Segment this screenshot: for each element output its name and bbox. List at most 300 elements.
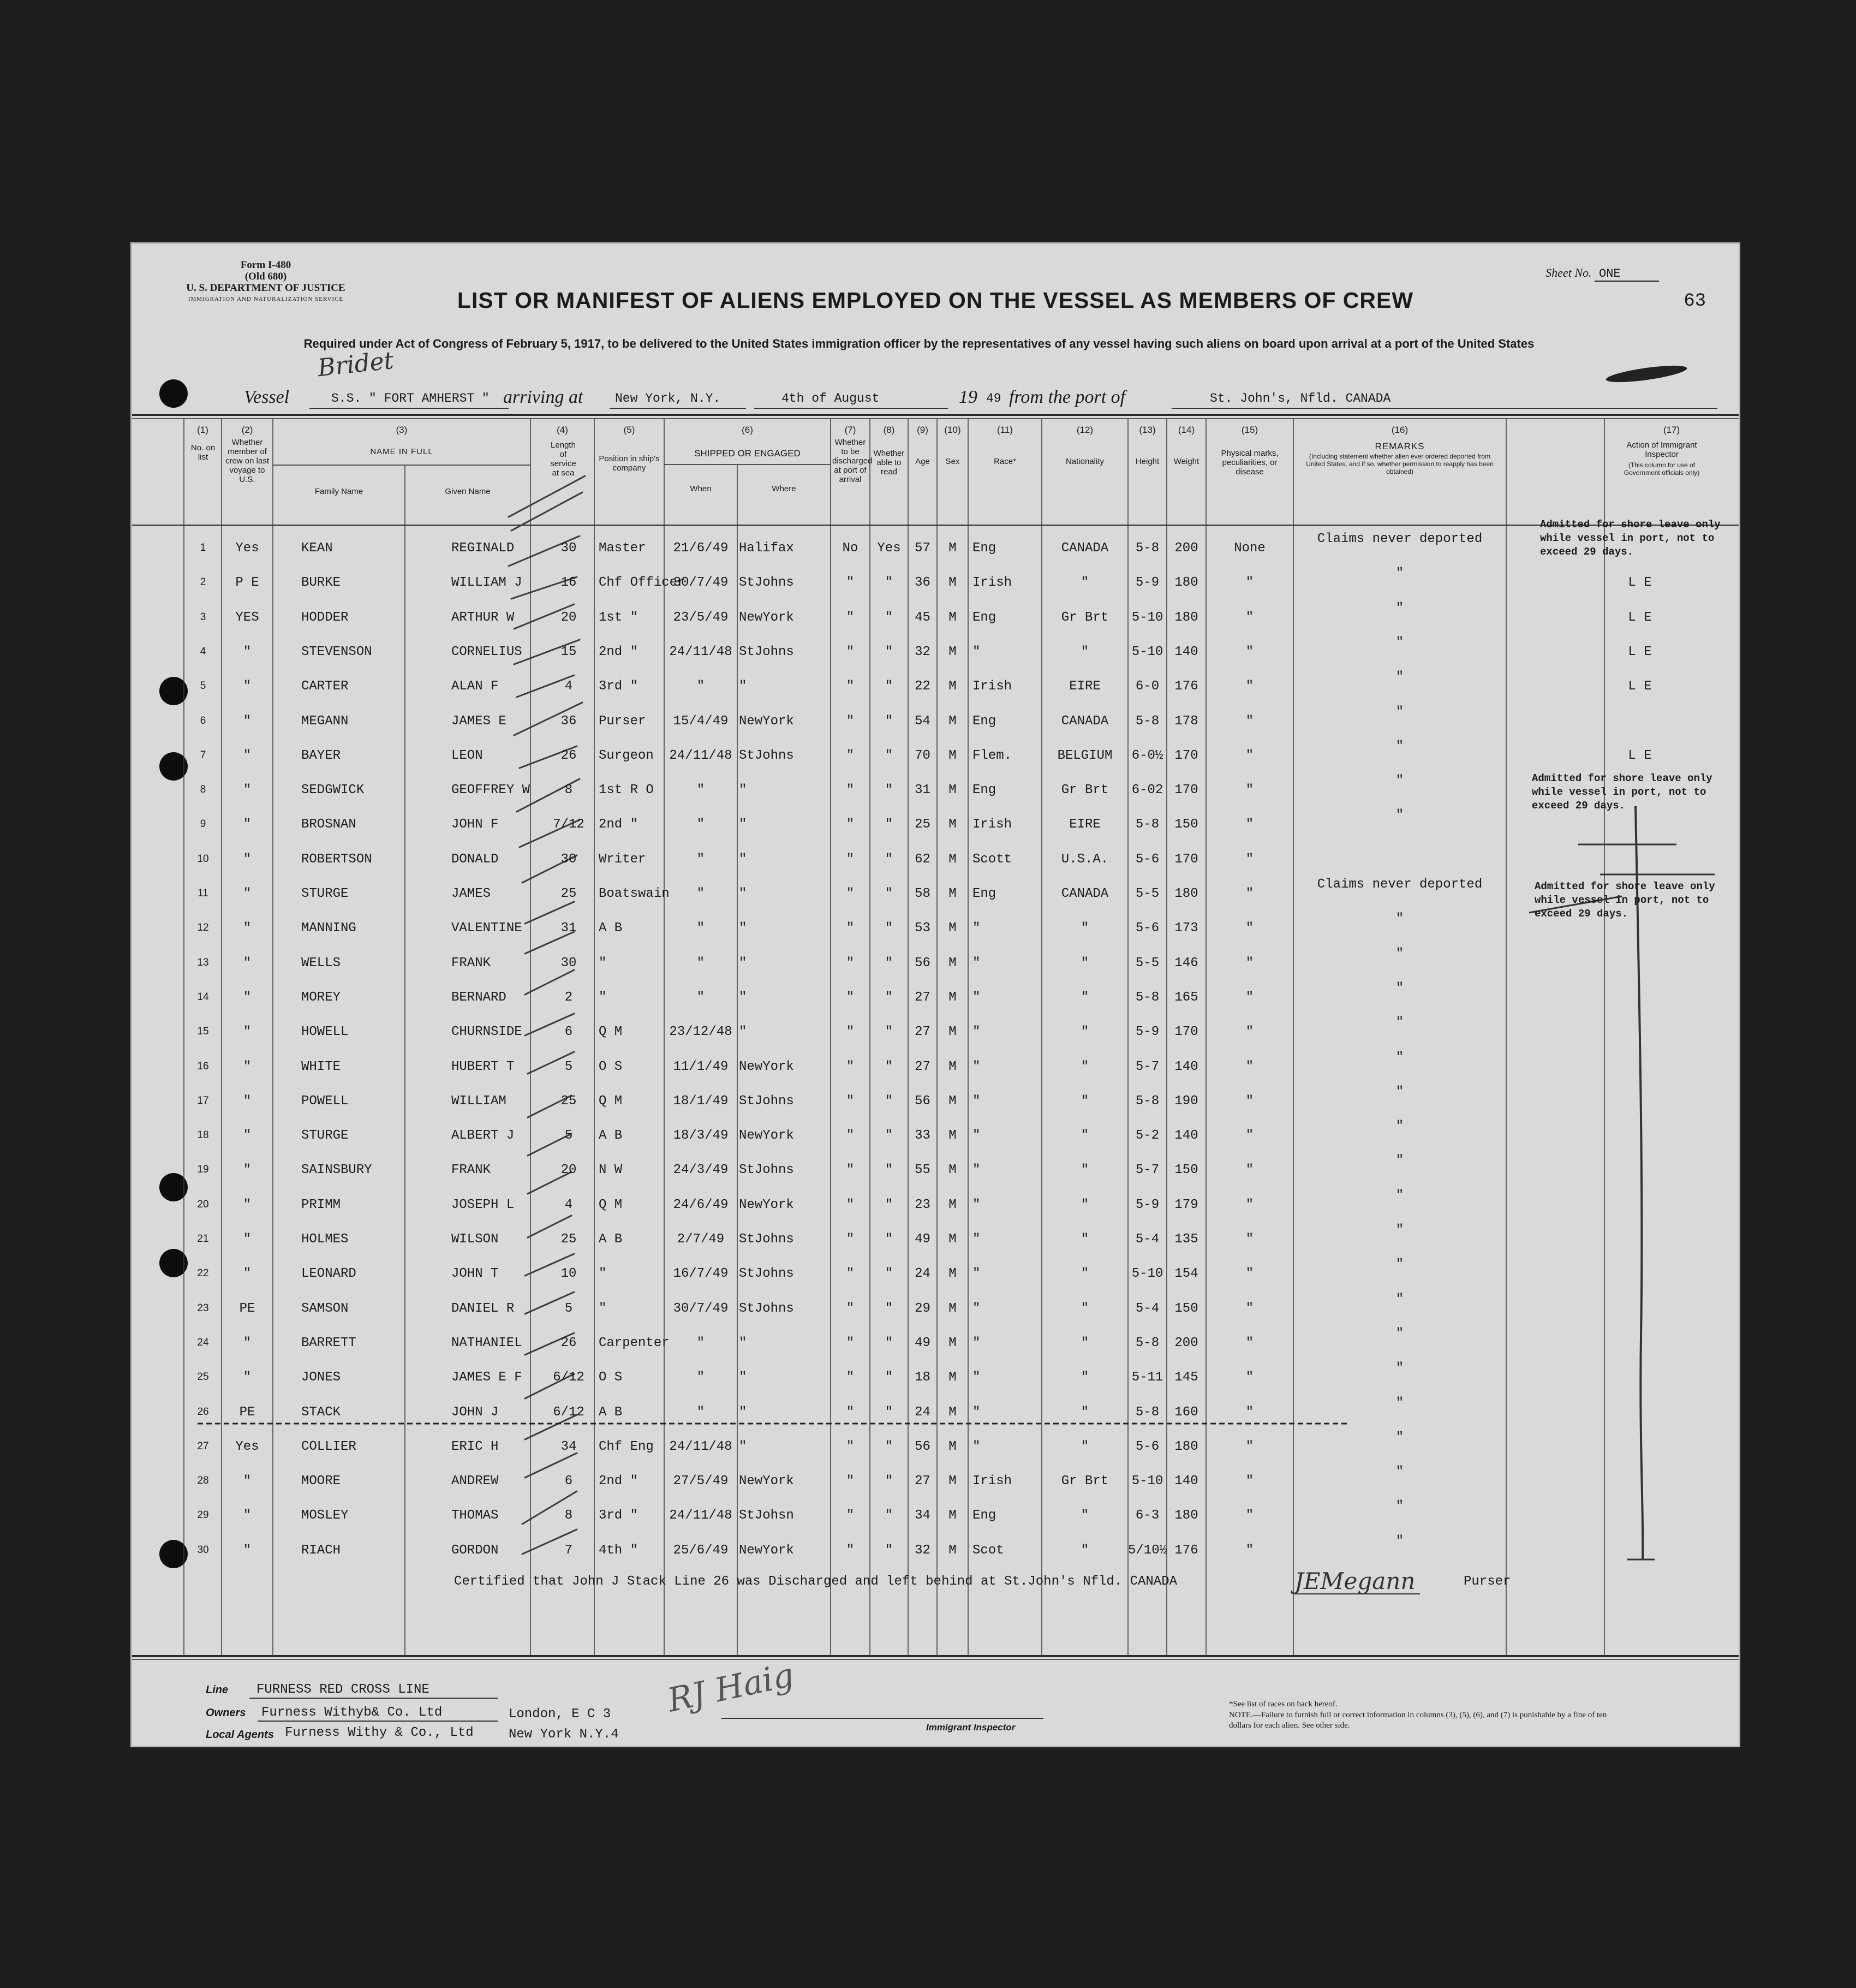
stamp-line: exceed 29 days. [1535, 908, 1628, 920]
cell-sex: M [948, 1301, 957, 1316]
cell-read: " [885, 645, 893, 659]
cell-prev: " [243, 679, 252, 694]
purser-signature: JEMegann [1294, 1568, 1416, 1594]
cell-remarks: " [1395, 1430, 1404, 1445]
cell-prev: " [243, 1370, 252, 1385]
cell-weight: 190 [1174, 1094, 1198, 1109]
cell-action: L E [1628, 610, 1652, 625]
cell-action: L E [1628, 575, 1652, 590]
cell-given: ARTHUR W [451, 610, 515, 625]
cell-position: " [599, 956, 607, 971]
col6-label: SHIPPED OR ENGAGED [694, 448, 801, 459]
cell-height: 6-0 [1135, 679, 1160, 694]
cell-nationality: " [1081, 1060, 1089, 1074]
cell-race: " [972, 1370, 981, 1385]
cell-when: " [696, 783, 705, 797]
cell-family: STURGE [301, 1128, 349, 1143]
cell-marks: " [1245, 1232, 1254, 1247]
cell-service: 8 [564, 1508, 573, 1523]
cell-when: " [696, 990, 705, 1005]
cell-height: 5-4 [1135, 1301, 1160, 1316]
cell-age: 56 [915, 956, 930, 971]
cell-given: ALBERT J [451, 1128, 515, 1143]
cell-race: " [972, 1060, 981, 1074]
cell-read: " [885, 1370, 893, 1385]
col5-number: (5) [623, 425, 635, 435]
col11-label: Race* [994, 457, 1016, 466]
stamp-line: exceed 29 days. [1540, 546, 1634, 558]
cell-nationality: " [1081, 1025, 1089, 1039]
cell-weight: 150 [1174, 817, 1198, 832]
cell-position: A B [599, 1128, 623, 1143]
cell-remarks: " [1395, 635, 1404, 650]
cell-disch: " [846, 886, 855, 901]
cell-family: STURGE [301, 886, 349, 901]
cell-family: MANNING [301, 921, 356, 936]
cell-when: 18/1/49 [673, 1094, 729, 1109]
cell-service: 16 [560, 575, 577, 590]
cell-position: Chf Eng [599, 1439, 654, 1454]
year-suffix: 49 [986, 391, 1001, 406]
cell-height: 5-8 [1135, 714, 1160, 729]
cell-height: 5-5 [1135, 886, 1160, 901]
cell-service: 30 [560, 541, 577, 556]
cell-race: Eng [972, 783, 996, 797]
cell-weight: 170 [1174, 783, 1198, 797]
cell-where: " [739, 956, 747, 971]
cell-position: 3rd " [599, 1508, 638, 1523]
inspector-line [721, 1718, 1043, 1719]
cell-weight: 150 [1174, 1301, 1198, 1316]
cell-where: Halifax [739, 541, 794, 556]
cell-read: " [885, 1025, 893, 1039]
cell-nationality: " [1081, 990, 1089, 1005]
cell-sex: M [948, 541, 957, 556]
col4-label: Length of service at sea [550, 441, 576, 478]
cell-age: 18 [915, 1370, 930, 1385]
cell-weight: 170 [1174, 748, 1198, 763]
cell-nationality: CANADA [1061, 886, 1109, 901]
cell-nationality: Gr Brt [1061, 1474, 1109, 1489]
cell-prev: " [243, 1266, 252, 1281]
col1-number: (1) [197, 425, 208, 435]
cell-sex: M [948, 1060, 957, 1074]
cell-read: " [885, 1266, 893, 1281]
cell-race: " [972, 990, 981, 1005]
cell-weight: 180 [1174, 610, 1198, 625]
purser-role: Purser [1464, 1574, 1511, 1589]
cell-family: BAYER [301, 748, 341, 763]
cell-when: 23/5/49 [673, 610, 729, 625]
agents-value: Furness Withy & Co., Ltd [285, 1725, 474, 1740]
cell-service: 25 [560, 1232, 577, 1247]
cell-remarks: " [1395, 1188, 1404, 1203]
cell-race: Flem. [972, 748, 1012, 763]
cell-height: 5-8 [1135, 1094, 1160, 1109]
cell-remarks: " [1395, 1361, 1404, 1376]
cell-position: A B [599, 921, 623, 936]
cell-weight: 140 [1174, 1474, 1198, 1489]
cell-marks: " [1245, 886, 1254, 901]
cell-marks: " [1245, 1543, 1254, 1558]
col17-label: Action of Immigrant Inspector [1626, 441, 1697, 459]
cell-when: 16/7/49 [673, 1266, 729, 1281]
row-number: 27 [197, 1441, 209, 1452]
cell-marks: " [1245, 1508, 1254, 1523]
owners-underline [258, 1721, 498, 1722]
cell-height: 5-6 [1135, 852, 1160, 867]
cell-remarks: " [1395, 1085, 1404, 1099]
cell-marks: " [1245, 1025, 1254, 1039]
cell-age: 70 [915, 748, 930, 763]
col10-label: Sex [945, 457, 960, 466]
cell-height: 5-4 [1135, 1232, 1160, 1247]
cell-age: 53 [915, 921, 930, 936]
cell-marks: " [1245, 956, 1254, 971]
cell-position: Writer [599, 852, 646, 867]
cell-family: RIACH [301, 1543, 341, 1558]
cell-disch: " [846, 714, 855, 729]
cell-height: 5-9 [1135, 1198, 1160, 1212]
cell-service: 6/12 [553, 1405, 584, 1420]
cell-where: StJohns [739, 1163, 794, 1177]
cell-race: Eng [972, 714, 996, 729]
cell-remarks: " [1395, 773, 1404, 788]
cell-remarks: " [1395, 1119, 1404, 1134]
cell-service: 2 [564, 990, 573, 1005]
row-number: 13 [197, 957, 209, 968]
col7-number: (7) [844, 425, 856, 435]
cell-height: 5-8 [1135, 817, 1160, 832]
cell-disch: " [846, 783, 855, 797]
cell-age: 58 [915, 886, 930, 901]
cell-disch: " [846, 921, 855, 936]
cell-prev: " [243, 1336, 252, 1350]
col8-number: (8) [883, 425, 895, 435]
inspector-label: Immigrant Inspector [926, 1722, 1016, 1733]
cell-where: NewYork [739, 1543, 794, 1558]
cell-family: HOLMES [301, 1232, 349, 1247]
cell-service: 30 [560, 956, 577, 971]
cell-read: " [885, 575, 893, 590]
cell-family: MEGANN [301, 714, 349, 729]
cell-height: 5-11 [1131, 1370, 1163, 1385]
cell-weight: 135 [1174, 1232, 1198, 1247]
cell-weight: 180 [1174, 886, 1198, 901]
cell-remarks: " [1395, 1499, 1404, 1514]
cell-remarks: " [1395, 601, 1404, 616]
cell-marks: " [1245, 1163, 1254, 1177]
cell-height: 5-6 [1135, 1439, 1160, 1454]
cell-family: MOSLEY [301, 1508, 349, 1523]
cell-read: " [885, 1163, 893, 1177]
cell-position: Surgeon [599, 748, 654, 763]
row-number: 16 [197, 1061, 209, 1072]
cell-given: CHURNSIDE [451, 1025, 522, 1039]
cell-service: 15 [560, 645, 577, 659]
cell-age: 27 [915, 990, 930, 1005]
cell-when: 24/11/48 [669, 645, 732, 659]
cell-position: A B [599, 1405, 623, 1420]
document-title: LIST OR MANIFEST OF ALIENS EMPLOYED ON THE VESSEL AS MEMBERS OF CREW [457, 288, 1414, 313]
cell-race: Scot [972, 1543, 1004, 1558]
cell-prev: PE [239, 1301, 255, 1316]
cell-when: " [696, 886, 705, 901]
cell-position: Q M [599, 1025, 623, 1039]
cell-position: 3rd " [599, 679, 638, 694]
cell-where: " [739, 852, 747, 867]
cell-marks: " [1245, 1094, 1254, 1109]
cell-age: 34 [915, 1508, 930, 1523]
cell-age: 62 [915, 852, 930, 867]
manifest-sheet [132, 244, 1739, 1746]
cell-when: 24/3/49 [673, 1163, 729, 1177]
stamp-line: while vessel in port, not to [1532, 786, 1706, 798]
cell-family: MOREY [301, 990, 341, 1005]
row-number: 9 [200, 818, 206, 830]
cell-action: L E [1628, 748, 1652, 763]
cell-nationality: Gr Brt [1061, 783, 1109, 797]
cell-read: " [885, 610, 893, 625]
cell-service: 36 [560, 714, 577, 729]
stamp-line: Admitted for shore leave only [1535, 880, 1715, 892]
cell-height: 5-7 [1135, 1060, 1160, 1074]
from-port-label: from the port of [1009, 387, 1126, 407]
cell-given: BERNARD [451, 990, 506, 1005]
cell-race: " [972, 1163, 981, 1177]
cell-action: L E [1628, 645, 1652, 659]
cell-weight: 170 [1174, 1025, 1198, 1039]
cell-sex: M [948, 1336, 957, 1350]
cell-disch: " [846, 1232, 855, 1247]
cell-prev: YES [235, 610, 259, 625]
cell-service: 25 [560, 886, 577, 901]
cell-prev: " [243, 783, 252, 797]
cell-remarks: " [1395, 705, 1404, 719]
cell-age: 27 [915, 1060, 930, 1074]
cell-family: SAINSBURY [301, 1163, 372, 1177]
cell-disch: " [846, 817, 855, 832]
cell-nationality: " [1081, 1508, 1089, 1523]
row-number: 1 [200, 542, 206, 553]
row-number: 20 [197, 1199, 209, 1210]
cell-remarks: " [1395, 566, 1404, 581]
cell-sex: M [948, 783, 957, 797]
cell-where: " [739, 1025, 747, 1039]
cell-race: " [972, 1336, 981, 1350]
cell-height: 5-2 [1135, 1128, 1160, 1143]
cell-position: O S [599, 1060, 623, 1074]
cell-service: 31 [560, 921, 577, 936]
cell-weight: 140 [1174, 645, 1198, 659]
col5-label: Position in ship's company [599, 454, 660, 473]
col3-family-label: Family Name [314, 487, 363, 496]
cell-remarks: " [1395, 1015, 1404, 1030]
col9-label: Age [915, 457, 930, 466]
row-number: 2 [200, 576, 206, 588]
cell-sex: M [948, 679, 957, 694]
cell-position: 2nd " [599, 1474, 638, 1489]
cell-marks: " [1245, 921, 1254, 936]
cell-disch: " [846, 1094, 855, 1109]
cell-given: THOMAS [451, 1508, 499, 1523]
cell-service: 25 [560, 1094, 577, 1109]
cell-prev: " [243, 1474, 252, 1489]
row-number: 29 [197, 1509, 209, 1521]
cell-nationality: Gr Brt [1061, 610, 1109, 625]
cell-height: 5-10 [1131, 610, 1163, 625]
form-number: Form I-480 [240, 259, 291, 271]
cell-height: 5-10 [1131, 645, 1163, 659]
cell-height: 5-9 [1135, 1025, 1160, 1039]
cell-prev: " [243, 1060, 252, 1074]
col2-number: (2) [241, 425, 253, 435]
cell-weight: 165 [1174, 990, 1198, 1005]
cell-where: NewYork [739, 714, 794, 729]
cell-service: 20 [560, 610, 577, 625]
row-number: 15 [197, 1026, 209, 1037]
cell-where: " [739, 817, 747, 832]
cell-marks: " [1245, 679, 1254, 694]
cell-position: Boatswain [599, 886, 670, 901]
cell-height: 5-8 [1135, 990, 1160, 1005]
row-number: 23 [197, 1302, 209, 1314]
cell-prev: " [243, 852, 252, 867]
cell-position: Carpenter [599, 1336, 670, 1350]
year-prefix: 19 [959, 387, 977, 407]
cell-given: REGINALD [451, 541, 515, 556]
cell-position: 1st " [599, 610, 638, 625]
col10-number: (10) [944, 425, 961, 435]
cell-weight: 150 [1174, 1163, 1198, 1177]
cell-where: NewYork [739, 1128, 794, 1143]
cell-read: " [885, 1508, 893, 1523]
cell-where: StJohns [739, 1232, 794, 1247]
cell-age: 25 [915, 817, 930, 832]
cell-read: " [885, 1232, 893, 1247]
col8-label: Whether able to read [873, 449, 905, 477]
cell-remarks: " [1395, 808, 1404, 823]
cell-where: " [739, 1439, 747, 1454]
cell-given: JOHN J [451, 1405, 499, 1420]
cell-prev: P E [235, 575, 259, 590]
certification-text: Certified that John J Stack Line 26 was Discharged and left behind at St.John's Nfld. CANADA [454, 1574, 1178, 1589]
cell-disch: " [846, 1198, 855, 1212]
row-number: 26 [197, 1406, 209, 1418]
cell-marks: " [1245, 575, 1254, 590]
cell-nationality: " [1081, 1232, 1089, 1247]
cell-remarks: " [1395, 947, 1404, 961]
cell-disch: " [846, 748, 855, 763]
cell-given: WILLIAM J [451, 575, 522, 590]
col15-number: (15) [1241, 425, 1258, 435]
cell-age: 24 [915, 1405, 930, 1420]
row-number: 14 [197, 991, 209, 1003]
cell-race: Irish [972, 817, 1012, 832]
cell-sex: M [948, 1266, 957, 1281]
stamp-line: Admitted for shore leave only [1532, 772, 1712, 784]
cell-disch: " [846, 575, 855, 590]
cell-when: " [696, 921, 705, 936]
cell-age: 45 [915, 610, 930, 625]
cell-position: N W [599, 1163, 623, 1177]
cell-race: " [972, 1405, 981, 1420]
cell-race: " [972, 1301, 981, 1316]
col6-where-label: Where [772, 484, 796, 493]
cell-where: StJohns [739, 1266, 794, 1281]
cell-prev: " [243, 1508, 252, 1523]
cell-nationality: CANADA [1061, 541, 1109, 556]
cell-service: 5 [564, 1301, 573, 1316]
col2-label: Whether member of crew on last voyage to U.S. [225, 438, 270, 484]
col9-number: (9) [917, 425, 928, 435]
cell-when: 25/6/49 [673, 1543, 729, 1558]
cell-remarks: " [1395, 1223, 1404, 1237]
cell-nationality: " [1081, 1301, 1089, 1316]
cell-prev: Yes [235, 541, 259, 556]
cell-prev: " [243, 1198, 252, 1212]
cell-read: " [885, 748, 893, 763]
cell-nationality: " [1081, 1336, 1089, 1350]
line-label: Line [206, 1684, 229, 1696]
cell-sex: M [948, 956, 957, 971]
col4-number: (4) [557, 425, 568, 435]
col13-number: (13) [1139, 425, 1156, 435]
cell-disch: " [846, 1543, 855, 1558]
cell-disch: " [846, 645, 855, 659]
cell-prev: " [243, 921, 252, 936]
form-old-number: (Old 680) [244, 271, 287, 282]
cell-age: 49 [915, 1232, 930, 1247]
stamp-line: while vessel in port, not to [1540, 532, 1715, 544]
cell-marks: " [1245, 1336, 1254, 1350]
cell-service: 26 [560, 748, 577, 763]
cell-family: POWELL [301, 1094, 349, 1109]
cell-sex: M [948, 748, 957, 763]
cell-weight: 160 [1174, 1405, 1198, 1420]
cell-age: 27 [915, 1474, 930, 1489]
cell-marks: " [1245, 783, 1254, 797]
cell-read: " [885, 1198, 893, 1212]
stamp-line: Admitted for shore leave only [1540, 519, 1721, 531]
cell-position: " [599, 1266, 607, 1281]
signature-underline [1294, 1593, 1420, 1594]
cell-remarks: " [1395, 1534, 1404, 1549]
cell-remarks: Claims never deported [1317, 877, 1483, 892]
cell-when: 27/5/49 [673, 1474, 729, 1489]
shore-leave-stamp [1535, 880, 1715, 921]
cell-when: " [696, 1370, 705, 1385]
cell-prev: Yes [235, 1439, 259, 1454]
cell-disch: " [846, 1266, 855, 1281]
vessel-annotation: Bridet [316, 346, 395, 383]
cell-position: Q M [599, 1198, 623, 1212]
cell-weight: 176 [1174, 1543, 1198, 1558]
cell-disch: " [846, 852, 855, 867]
cell-position: 2nd " [599, 817, 638, 832]
cell-weight: 176 [1174, 679, 1198, 694]
cell-read: " [885, 990, 893, 1005]
cell-where: StJohns [739, 748, 794, 763]
row-number: 21 [197, 1233, 209, 1245]
cell-sex: M [948, 852, 957, 867]
cell-weight: 180 [1174, 575, 1198, 590]
cell-age: 32 [915, 1543, 930, 1558]
cell-age: 36 [915, 575, 930, 590]
cell-given: DONALD [451, 852, 499, 867]
cell-when: 21/6/49 [673, 541, 729, 556]
col14-number: (14) [1178, 425, 1195, 435]
